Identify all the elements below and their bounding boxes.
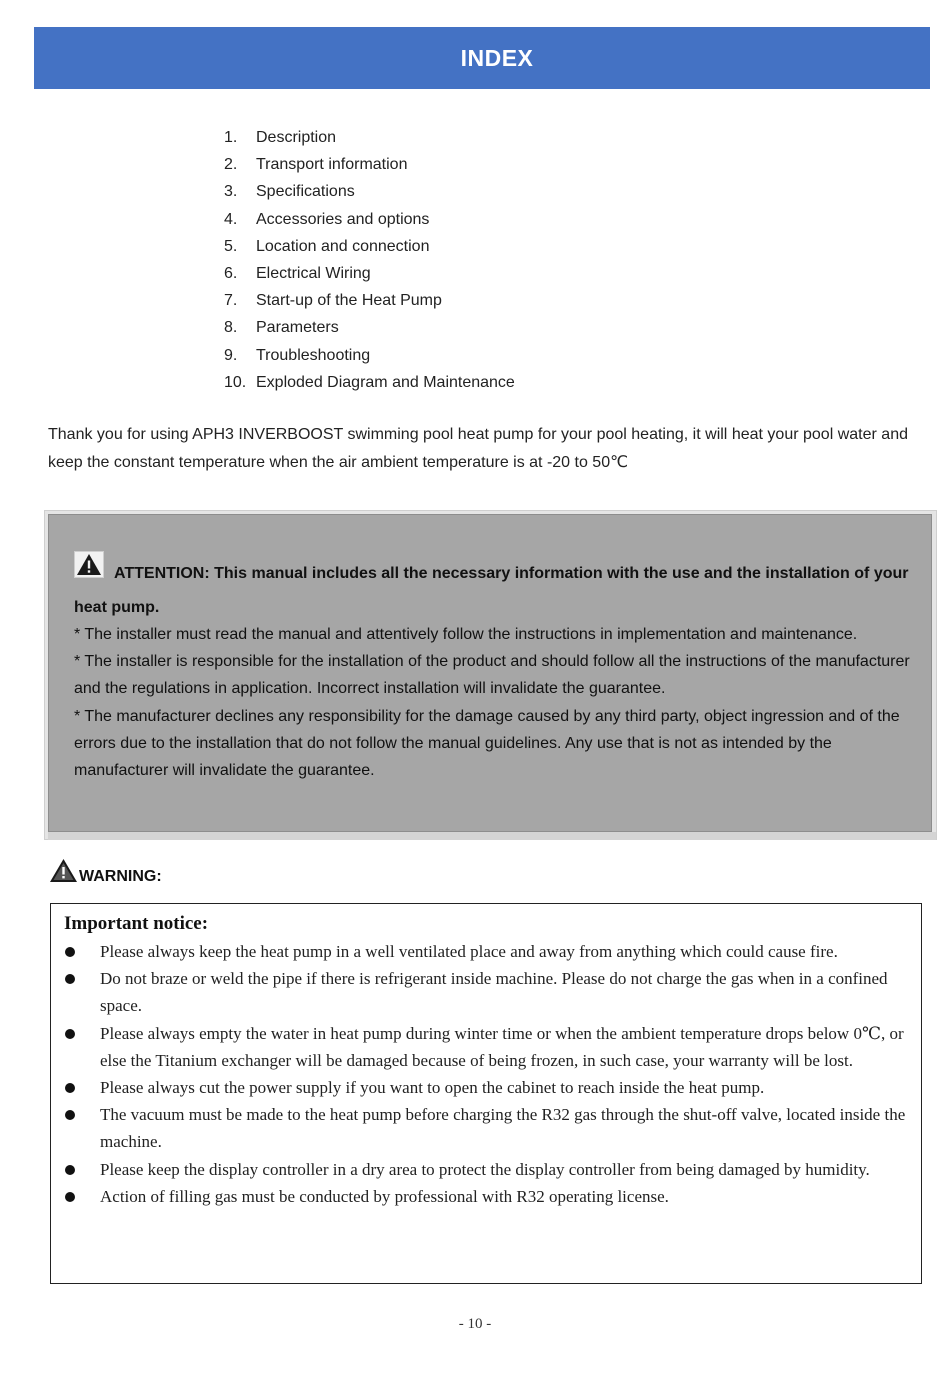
index-item: [224, 124, 515, 151]
index-item-label: Parameters: [256, 319, 339, 337]
notice-item: [64, 1020, 909, 1074]
index-item: [224, 314, 515, 341]
index-item: [224, 206, 515, 233]
index-header-bar: [34, 27, 930, 89]
important-notice-title: Important notice:: [64, 913, 209, 934]
notice-item: [64, 1101, 909, 1155]
index-item: [224, 342, 515, 369]
notice-item-text: Do not braze or weld the pipe if there is refrigerant inside machine. Please do not charge the gas when in a confined space.: [100, 969, 888, 1016]
index-item-number: 10.: [224, 373, 247, 391]
bullet-icon: [65, 1029, 75, 1039]
warning-heading: [49, 862, 162, 888]
index-item-number: 1.: [224, 129, 238, 146]
index-item-label: Electrical Wiring: [256, 264, 371, 282]
index-item-number: 4.: [224, 210, 238, 228]
warning-triangle-icon: [49, 858, 78, 888]
index-item: [224, 178, 515, 205]
attention-heading: ATTENTION: This manual includes all the necessary information with the use and the installation of your heat pump.: [74, 565, 909, 616]
attention-paragraph: * The manufacturer declines any responsibility for the damage caused by any third party, object ingression and of the errors due to the installation that do not follow the manual guidelines. Any use that is not as intended by the manufacturer will invalidate the guarantee.: [74, 707, 900, 780]
notice-item-text: The vacuum must be made to the heat pump before charging the R32 gas through the shut-off valve, located inside the machine.: [100, 1105, 906, 1152]
index-item-label: Specifications: [256, 183, 355, 201]
attention-paragraph: * The installer must read the manual and attentively follow the instructions in implementation and maintenance.: [74, 626, 858, 643]
notice-item-text: Action of filling gas must be conducted by professional with R32 operating license.: [100, 1186, 669, 1206]
index-item-label: Troubleshooting: [256, 346, 371, 364]
index-item: [224, 233, 515, 260]
attention-body: [74, 621, 914, 784]
index-item-label: Exploded Diagram and Maintenance: [256, 373, 515, 391]
index-item-number: 5.: [224, 237, 238, 255]
notice-item: [64, 1183, 909, 1210]
index-item-number: 2.: [224, 156, 238, 174]
index-item-number: 6.: [224, 264, 238, 282]
notice-item: [64, 965, 909, 1019]
intro-paragraph: Thank you for using APH3 INVERBOOST swimming pool heat pump for your pool heating, it will heat your pool water and keep the constant temperature when the air ambient temperature is at -20 to 50℃: [48, 426, 908, 471]
index-item-number: 9.: [224, 346, 238, 364]
index-title: INDEX: [460, 44, 534, 71]
notice-item-text: Please always empty the water in heat pump during winter time or when the ambient temperature drops below 0℃, or else the Titanium exchanger will be damaged because of being frozen, in such case, your warranty will be lost.: [100, 1023, 904, 1070]
index-item-label: Accessories and options: [256, 210, 430, 228]
index-item: [224, 260, 515, 287]
index-item-label: Description: [256, 129, 337, 146]
attention-paragraph: * The installer is responsible for the installation of the product and should follow all the instructions of the manufacturer and the regulations in application. Incorrect installation will invalidate the guarantee.: [74, 653, 910, 698]
index-item-number: 7.: [224, 292, 238, 310]
bullet-icon: [65, 1165, 75, 1175]
index-item-label: Location and connection: [256, 237, 430, 255]
index-item: [224, 151, 515, 178]
index-item: [224, 369, 515, 396]
important-notice-list: [64, 938, 909, 1210]
bullet-icon: [65, 1192, 75, 1202]
index-item: [224, 287, 515, 314]
bullet-icon: [65, 947, 75, 957]
index-item-label: Transport information: [256, 156, 408, 174]
index-list: [224, 124, 515, 396]
page-number: - 10 -: [458, 1316, 492, 1332]
index-item-number: 3.: [224, 183, 238, 201]
notice-item-text: Please always keep the heat pump in a well ventilated place and away from anything which could cause fire.: [100, 942, 838, 961]
notice-item: [64, 938, 909, 965]
notice-item: [64, 1156, 909, 1183]
bullet-icon: [65, 1110, 75, 1120]
warning-label: WARNING:: [79, 868, 162, 885]
notice-item-text: Please always cut the power supply if you want to open the cabinet to reach inside the heat pump.: [100, 1078, 765, 1098]
bullet-icon: [65, 974, 75, 984]
notice-item-text: Please keep the display controller in a dry area to protect the display controller from being damaged by humidity.: [100, 1159, 870, 1179]
index-item-label: Start-up of the Heat Pump: [256, 292, 442, 310]
index-item-number: 8.: [224, 319, 238, 337]
attention-box-shadow: [48, 832, 936, 840]
notice-item: [64, 1074, 909, 1101]
bullet-icon: [65, 1083, 75, 1093]
